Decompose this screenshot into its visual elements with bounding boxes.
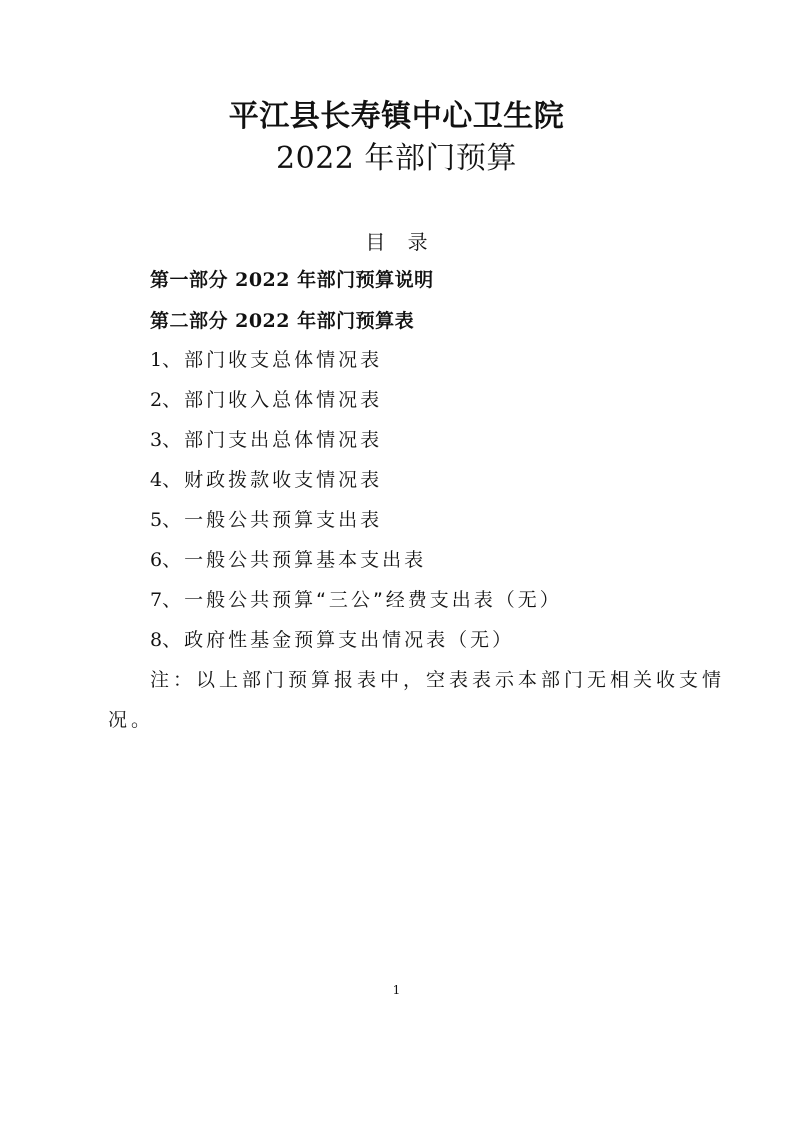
toc-item-number: 7 [150, 589, 163, 611]
toc-item [150, 508, 382, 532]
toc-item-number: 8 [150, 629, 163, 651]
toc-item-label: 、部门收入总体情况表 [162, 389, 383, 411]
toc-item [150, 428, 382, 452]
toc-item [150, 468, 382, 492]
document-title: 平江县长寿镇中心卫生院 [228, 99, 565, 134]
toc-item-label: 、一般公共预算“三公”经费支出表（无） [162, 589, 562, 611]
toc-item-number: 5 [150, 509, 163, 531]
toc-item-number: 4 [150, 469, 163, 491]
toc-item-number: 2 [150, 389, 163, 411]
toc-part-2: 第二部分 2022 年部门预算表 [150, 310, 415, 332]
toc-item-label: 、一般公共预算支出表 [162, 509, 383, 531]
page-number: 1 [392, 983, 401, 997]
toc-item [150, 548, 426, 572]
toc-item-label: 、政府性基金预算支出情况表（无） [162, 629, 515, 651]
toc-item-label: 、财政拨款收支情况表 [162, 469, 383, 491]
toc-item [150, 628, 514, 652]
toc-item-label: 、部门支出总体情况表 [162, 429, 383, 451]
toc-part-1: 第一部分 2022 年部门预算说明 [150, 269, 434, 291]
toc-item [150, 388, 382, 412]
toc-item [150, 588, 562, 612]
toc-item-number: 6 [150, 549, 163, 571]
toc-item-label: 、一般公共预算基本支出表 [162, 549, 427, 571]
document-subtitle: 2022 年部门预算 [276, 141, 517, 176]
toc-item-label: 、部门收支总体情况表 [162, 349, 383, 371]
toc-item [150, 348, 382, 372]
toc-item-number: 3 [150, 429, 163, 451]
note-text: 注：以上部门预算报表中，空表表示本部门无相关收支情 [150, 669, 726, 691]
toc-item-number: 1 [150, 349, 163, 371]
note-text-continued: 况。 [108, 709, 155, 731]
toc-heading: 目 录 [365, 230, 436, 254]
